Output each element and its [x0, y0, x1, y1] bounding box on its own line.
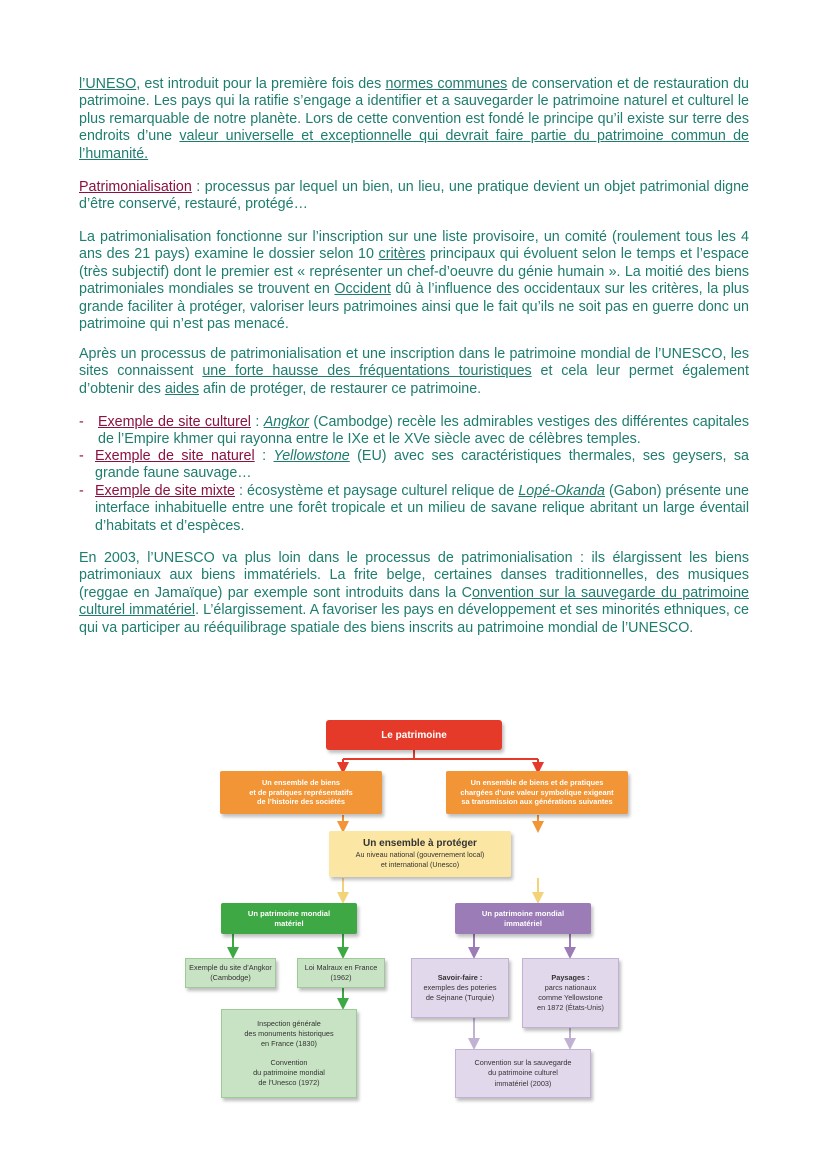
diagram-root-box: Le patrimoine: [326, 720, 502, 750]
bullet-natural-site: Exemple de site naturel : Yellowstone (EU) avec ses caractéristiques thermales, ses geysers, sa grande faune sauvage…: [95, 448, 750, 482]
diagram-convention-2003-box: Convention sur la sauvegarde du patrimoine culturel immatériel (2003): [455, 1049, 591, 1098]
immaterial-paragraph: En 2003, l’UNESCO va plus loin dans le processus de patrimonialisation : ils élargissent les biens patrimoniaux aux biens immatériels. La frite belge, certaines danses traditionnelles, des musiques (reggae en Jamaïque) par exemple sont introduits dans la Convention sur la sauvegarde du patrimoine culturel immatériel. L’élargissement. A favoriser les pays en développement et ses minorités ethniques, ce qui va participer au rééquilibrage spatiale des biens inscrits au patrimoine mondial de l’UNESCO.: [79, 550, 749, 636]
unesco-link-text: l’UNESO: [79, 76, 137, 92]
intro-paragraph: l’UNESO, est introduit pour la première fois des normes communes de conservation et de restauration du patrimoine. Les pays qui la ratifie s’engage a identifier et a sauvegarder le patrimoine naturel et culturel le plus remarquable de notre planète. Lors de cette convention est fondé le principe qu’il existe sur terre des endroits d’une valeur universelle et exceptionnelle qui devrait faire partie du patrimoine commun de l’humanité.: [79, 76, 749, 162]
diagram-angkor-box: Exemple du site d’Angkor (Cambodge): [185, 958, 276, 988]
bullet-dash: -: [79, 483, 84, 499]
diagram-history-box: [221, 1009, 357, 1098]
definition-paragraph: Patrimonialisation : processus par lequel un bien, un lieu, une pratique devient un objet patrimonial digne d’être conservé, restauré, protégé…: [79, 179, 749, 213]
diagram-left-definition: Un ensemble de biens et de pratiques représentatifs de l’histoire des sociétés: [220, 771, 382, 814]
diagram-paysages-box: [522, 958, 619, 1028]
paysages-title: Paysages :: [551, 972, 590, 982]
bullet-dash: -: [79, 414, 84, 430]
bullet-cultural-site: Exemple de site culturel : Angkor (Cambodge) recèle les admirables vestiges des différentes capitales de l’Empire khmer qui rayonna entre le IXe et le XVe siècle avec de célèbres temples.: [98, 414, 750, 448]
savoir-faire-text: exemples des poteries de Sejnane (Turquie): [423, 982, 497, 1003]
diagram-right-definition: Un ensemble de biens et de pratiques chargées d’une valeur symbolique exigeant sa transmission aux générations suivantes: [446, 771, 628, 814]
protect-subtitle: Au niveau national (gouvernement local) et international (Unesco): [355, 850, 485, 869]
process-paragraph: La patrimonialisation fonctionne sur l’inscription sur une liste provisoire, un comité (roulement tous les 4 ans des 21 pays) examine le dossier selon 10 critères principaux qui évoluent selon le temps et l’espace (très subjectif) dont le premier est « représenter un chef-d’oeuvre du génie humain ». La moitié des biens patrimoniales mondiales se trouvent en Occident dû à l’influence des occidentaux sur les critères, la plus grande faciliter à protéger, valoriser leurs patrimoines ainsi que le fait qu’ils ne soit pas en guerre donc un patrimoine qui n’est pas menacé.: [79, 229, 749, 333]
bullet-mixed-site: Exemple de site mixte : écosystème et paysage culturel relique de Lopé-Okanda (Gabon) présente une interface inhabituelle entre une forêt tropicale et un milieu de savane relique abritant un large éventail d’habitats et d’espèces.: [95, 483, 749, 534]
inspection-text: Inspection générale des monuments historiques en France (1830): [244, 1018, 334, 1049]
convention-1972-text: Convention du patrimoine mondial de l’Unesco (1972): [253, 1057, 325, 1087]
bullet-dash: -: [79, 448, 84, 464]
tourism-paragraph: Après un processus de patrimonialisation et une inscription dans le patrimoine mondial de l’UNESCO, les sites connaissent une forte hausse des fréquentations touristiques et cela leur permet également d’obtenir des aides afin de protéger, de restaurer ce patrimoine.: [79, 346, 749, 397]
savoir-faire-title: Savoir-faire :: [437, 972, 483, 982]
paysages-text: parcs nationaux comme Yellowstone en 1872 (États-Unis): [537, 982, 604, 1013]
protect-title: Un ensemble à protéger: [363, 838, 477, 850]
diagram-immaterial-box: Un patrimoine mondial immatériel: [455, 903, 591, 934]
diagram-protect-box: [329, 831, 511, 877]
diagram-savoir-faire-box: [411, 958, 509, 1018]
diagram-material-box: Un patrimoine mondial matériel: [221, 903, 357, 934]
definition-term: Patrimonialisation: [79, 179, 192, 195]
diagram-malraux-box: Loi Malraux en France (1962): [297, 958, 385, 988]
